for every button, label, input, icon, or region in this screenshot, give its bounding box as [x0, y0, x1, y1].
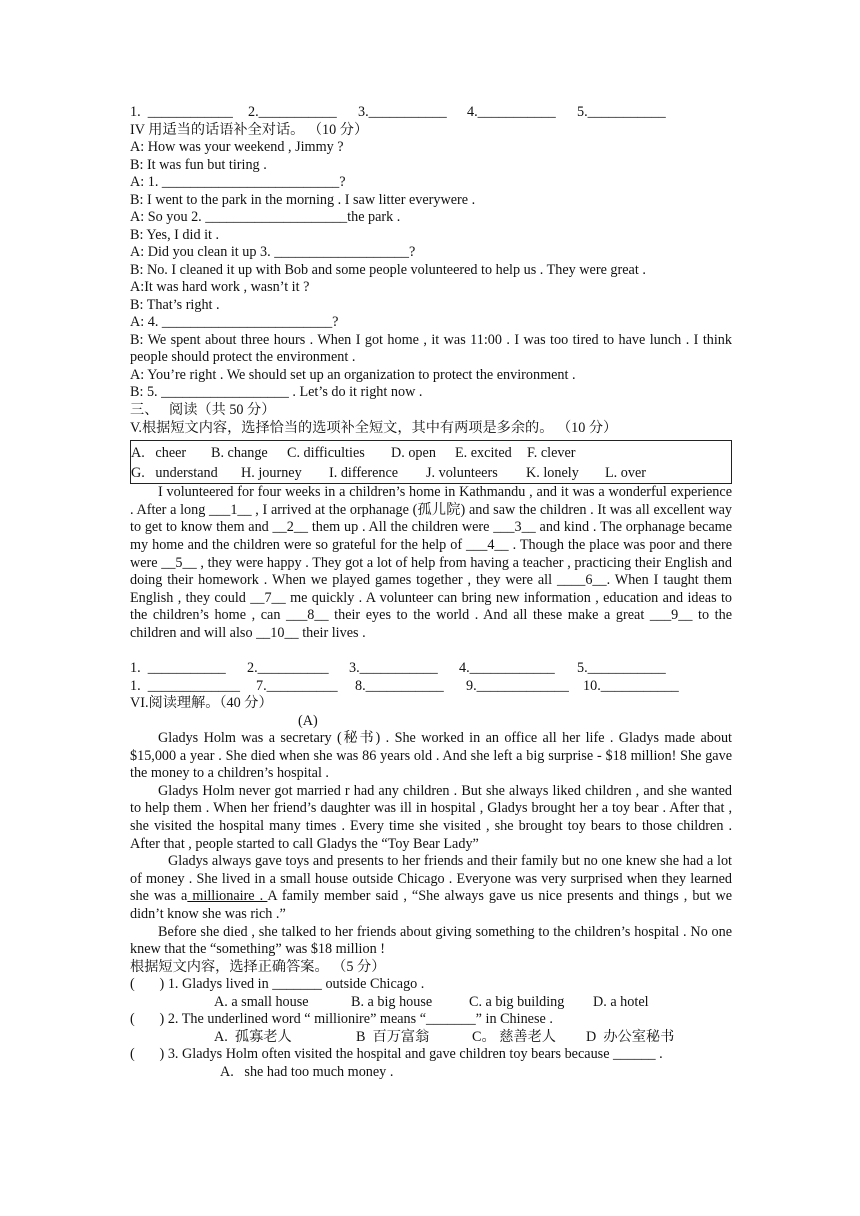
question-2-options — [130, 1029, 732, 1047]
dialogue-line: B: I went to the park in the morning . I saw litter everywere . — [130, 191, 476, 208]
word-bank-row — [131, 443, 731, 463]
dialogue-line: A: 4. ________________________? — [130, 314, 339, 330]
part-3-heading: 三、 阅读（共 50 分） — [130, 401, 276, 418]
dialogue-line: B: That’s right . — [130, 296, 220, 313]
word-option: C. difficulties — [287, 445, 365, 462]
answer-option: A. she had too much money . — [220, 1063, 394, 1080]
dialogue-line: B: 5. __________________ . Let’s do it right now . — [130, 384, 423, 401]
section-6-heading: VI.阅读理解。（40 分） — [130, 695, 273, 712]
dialogue-line: A:It was hard work , wasn’t it ? — [130, 279, 310, 295]
reading-paragraph: Gladys Holm was a secretary (秘书) . She worked in an office all her life . Gladys made about $15,000 a year . She died when she was 86 years old . And she left a big surprise - $18 million! She gave the money to a children’s hospital . — [130, 730, 732, 782]
word-option: G. understand — [131, 465, 218, 482]
dialogue-line: A: 1. _________________________? — [130, 174, 346, 190]
passage-label: (A) — [298, 712, 318, 729]
blank: 4.____________ — [459, 660, 555, 677]
question-1-options — [130, 994, 732, 1012]
answer-option: D 办公室秘书 — [586, 1028, 675, 1045]
word-option: B. change — [211, 445, 268, 462]
underlined-word: millionaire . — [187, 888, 268, 905]
dialogue-line: A: Did you clean it up 3. ___________________? — [130, 244, 416, 260]
blank: 1. ___________ — [130, 660, 226, 677]
blank: 9._____________ — [466, 677, 569, 694]
worksheet-page — [130, 104, 732, 1081]
word-option: F. clever — [527, 445, 576, 462]
section-5-heading: V.根据短文内容，选择恰当的选项补全短文，其中有两项是多余的。 （10 分） — [130, 420, 618, 437]
cloze-passage: I volunteered for four weeks in a children’s home in Kathmandu , and it was a wonderful experience . After a long ___1__ , I arrived at the orphanage (孤儿院) and saw the children . It was all excellent way to get to know them and __2__ them up . All the children were ___3__ and kind . The orphanage became my home and the children were so grateful for the help of ___4__ . Though the place was poor and there were __5__ , they were happy . They got a lot of help from having a teacher , practicing their English and doing their homework . When we played games together , they were all ____6__. When I taught them English , they could __7__ me quickly . A volunteer can bring new information , education and ideas to the children’s home , can ___8__ their eyes to the world . And all these make a great ___9__ to the children and will also __10__ their lives . — [130, 484, 732, 641]
word-option: H. journey — [241, 465, 302, 482]
answer-blanks-top — [130, 104, 732, 122]
word-option: K. lonely — [526, 465, 579, 482]
word-option: J. volunteers — [426, 465, 498, 482]
answer-option: B. a big house — [351, 993, 433, 1010]
word-option: E. excited — [455, 445, 512, 462]
word-bank-box — [130, 440, 732, 484]
blank: 8.___________ — [355, 677, 444, 694]
answer-option: C. a big building — [469, 993, 565, 1010]
blank: 4.___________ — [467, 104, 556, 120]
answer-option: B 百万富翁 — [356, 1028, 430, 1045]
word-option: A. cheer — [131, 445, 187, 462]
answer-option: C。 慈善老人 — [472, 1028, 556, 1045]
blank: 3.___________ — [358, 104, 447, 120]
dialogue-line: B: No. I cleaned it up with Bob and some people volunteered to help us . They were great . — [130, 261, 646, 278]
blank: 1. ____________ — [130, 104, 233, 120]
question-1: ( ) 1. Gladys lived in _______ outside Chicago . — [130, 976, 425, 993]
paragraph-text: Gladys always gave toys and presents to her friends and their family but no one knew she had a lot of money . She lived in a small house outside Chicago . Everyone was very surprised when they learned she was a — [130, 853, 732, 905]
answer-blanks-row — [130, 660, 732, 678]
blank: 3.___________ — [349, 660, 438, 677]
dialogue-line: B: Yes, I did it . — [130, 226, 220, 243]
word-option: D. open — [391, 445, 436, 462]
dialogue-line: A: You’re right . We should set up an organization to protect the environment . — [130, 366, 576, 383]
paragraph-text: A family member said , “She always gave us nice presents and things , but we didn’t know she was rich .” — [130, 888, 733, 922]
dialogue-line: B: It was fun but tiring . — [130, 156, 267, 173]
question-2: ( ) 2. The underlined word “ millionire” means “_______” in Chinese . — [130, 1011, 553, 1028]
blank: 5.___________ — [577, 104, 666, 120]
dialogue-line: A: How was your weekend , Jimmy ? — [130, 139, 344, 155]
dialogue-line: A: So you 2. ____________________the park . — [130, 209, 401, 225]
word-option: I. difference — [329, 465, 399, 482]
blank: 5.___________ — [577, 660, 666, 677]
section-4-heading: IV 用适当的话语补全对话。 （10 分） — [130, 121, 369, 138]
question-instruction: 根据短文内容，选择正确答案。 （5 分） — [130, 958, 386, 975]
answer-option: D. a hotel — [593, 993, 649, 1010]
blank: 1. _____________ — [130, 677, 240, 694]
dialogue-line: B: We spent about three hours . When I got home , it was 11:00 . I was too tired to have lunch . I think people should protect the environment . — [130, 331, 732, 366]
answer-blanks-row — [130, 678, 732, 696]
answer-option: A. a small house — [214, 993, 309, 1010]
blank: 2.___________ — [248, 104, 337, 120]
blank: 10.___________ — [583, 677, 679, 694]
blank: 7.__________ — [256, 677, 338, 694]
question-3: ( ) 3. Gladys Holm often visited the hospital and gave children toy bears because ______ . — [130, 1046, 663, 1063]
reading-paragraph — [130, 853, 732, 923]
answer-option: A. 孤寡老人 — [214, 1028, 292, 1045]
reading-paragraph: Gladys Holm never got married r had any children . But she always liked children , and she wanted to help them . When her friend’s daughter was ill in hospital , Gladys brought her a toy bear . After that , she visited the hospital many times . Every time she visited , she brought toy bears to those children . After that , people started to call Gladys the “Toy Bear Lady” — [130, 782, 732, 852]
word-option: L. over — [605, 465, 646, 482]
reading-paragraph: Before she died , she talked to her friends about giving something to the children’s hospital . No one knew that the “something” was $18 million ! — [130, 923, 732, 958]
blank: 2.__________ — [247, 660, 329, 677]
word-bank-row — [131, 463, 731, 483]
